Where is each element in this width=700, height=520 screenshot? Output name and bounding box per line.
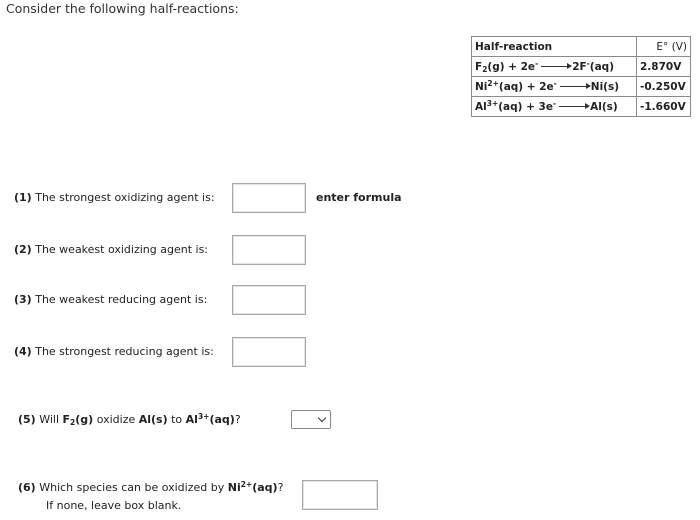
table-row (472, 57, 691, 77)
table-header-row (472, 37, 691, 57)
phase: (g) (75, 413, 94, 426)
table-row (472, 77, 691, 97)
question-2-label (14, 243, 208, 256)
superscript: - (553, 78, 557, 88)
potential-cell: 2.870V (637, 57, 691, 77)
product-species: Ni(s) (590, 80, 620, 93)
question-number: (1) (14, 191, 32, 204)
question-text: Which species can be oxidized by (39, 481, 228, 494)
phase: (aq) (252, 481, 278, 494)
question-number: (2) (14, 243, 32, 256)
reaction-cell (472, 97, 637, 117)
question-text: oxidize (93, 413, 139, 426)
reactant-text: (aq) + 3e (498, 100, 553, 113)
question-text: to (167, 413, 186, 426)
question-5-label (18, 413, 241, 426)
half-reactions-table (471, 36, 691, 117)
species: Al(s) (138, 413, 168, 426)
species: Al (185, 413, 198, 426)
weakest-reducing-agent-input[interactable] (232, 285, 306, 315)
subscript: 2 (70, 418, 76, 427)
question-1-label (14, 191, 215, 204)
header-half-reaction: Half-reaction (472, 37, 637, 57)
table-row (472, 97, 691, 117)
species: Ni (475, 80, 488, 93)
reactant-text: (g) + 2e (487, 60, 536, 73)
reactant-text: (aq) + 2e (498, 80, 554, 93)
question-text: The strongest oxidizing agent is: (35, 191, 215, 204)
superscript: 3+ (486, 98, 499, 108)
species: F (475, 60, 483, 73)
superscript: 3+ (197, 412, 210, 421)
phase: (aq) (209, 413, 235, 426)
product-phase: (aq) (589, 60, 614, 73)
reaction-cell (472, 57, 637, 77)
arrow-icon (560, 86, 590, 87)
oxidized-by-ni-input[interactable] (302, 480, 378, 510)
chevron-down-icon (318, 414, 326, 422)
product-species: Al(s) (590, 100, 618, 113)
question-number: (4) (14, 345, 32, 358)
reaction-cell (472, 77, 637, 97)
question-6-note: If none, leave box blank. (46, 499, 182, 512)
species: Ni (227, 481, 241, 494)
question-text: Will (39, 413, 63, 426)
enter-formula-hint: enter formula (316, 191, 402, 204)
arrow-icon (541, 66, 571, 67)
question-number: (6) (18, 481, 36, 494)
superscript: - (535, 58, 539, 68)
potential-cell: -0.250V (637, 77, 691, 97)
weakest-oxidizing-agent-input[interactable] (232, 235, 306, 265)
question-text: The strongest reducing agent is: (35, 345, 214, 358)
strongest-reducing-agent-input[interactable] (232, 337, 306, 367)
will-oxidize-select[interactable] (291, 410, 331, 429)
potential-cell: -1.660V (637, 97, 691, 117)
question-text: The weakest reducing agent is: (35, 293, 208, 306)
species: F (62, 413, 71, 426)
question-3-label (14, 293, 207, 306)
arrow-icon (559, 106, 589, 107)
species: Al (475, 100, 487, 113)
header-potential: E° (V) (637, 37, 691, 57)
question-mark: ? (277, 481, 284, 494)
question-number: (5) (18, 413, 36, 426)
superscript: 2+ (240, 480, 253, 489)
question-number: (3) (14, 293, 32, 306)
strongest-oxidizing-agent-input[interactable] (232, 183, 306, 213)
superscript: - (586, 58, 590, 68)
superscript: 2+ (487, 78, 499, 88)
subscript: 2 (482, 64, 488, 74)
question-text: The weakest oxidizing agent is: (35, 243, 209, 256)
superscript: - (553, 98, 557, 108)
question-mark: ? (234, 413, 241, 426)
intro-text: Consider the following half-reactions: (6, 1, 239, 16)
question-4-label (14, 345, 214, 358)
question-6-label (18, 481, 283, 494)
product-species: 2F (572, 60, 587, 73)
